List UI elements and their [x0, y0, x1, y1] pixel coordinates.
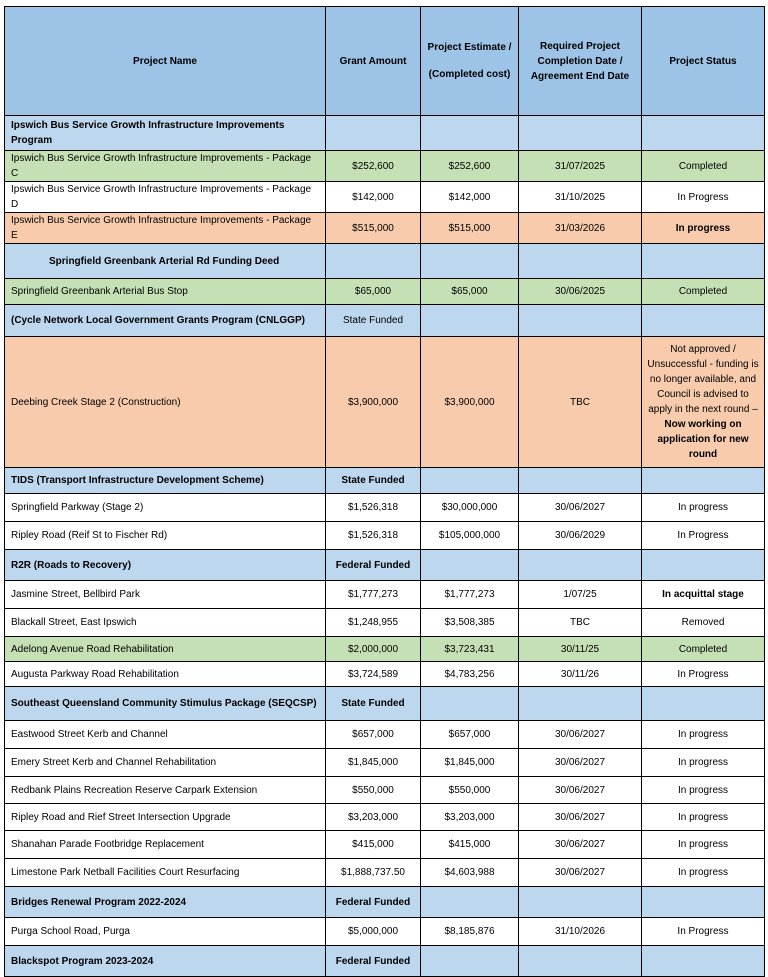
- table-row: [5, 662, 765, 687]
- table-row: [5, 182, 765, 213]
- table-row: [5, 494, 765, 522]
- project-status: In progress: [642, 859, 765, 887]
- grant-amount: $1,845,000: [326, 749, 421, 777]
- project-status: In progress: [642, 213, 765, 244]
- header-completion-date: Required Project Completion Date / Agreement End Date: [519, 7, 642, 116]
- project-status: [642, 337, 765, 468]
- project-status: In progress: [642, 721, 765, 749]
- project-status: In Progress: [642, 918, 765, 946]
- table-row: [5, 749, 765, 777]
- section-funding: Federal Funded: [326, 946, 421, 977]
- grant-amount: $550,000: [326, 777, 421, 804]
- project-status: In progress: [642, 494, 765, 522]
- section-funding: State Funded: [326, 468, 421, 494]
- completion-date: 30/06/2027: [519, 494, 642, 522]
- project-name: Purga School Road, Purga: [5, 918, 326, 946]
- section-title: R2R (Roads to Recovery): [5, 550, 326, 581]
- project-estimate: $3,203,000: [421, 804, 519, 831]
- project-estimate: $515,000: [421, 213, 519, 244]
- completion-date: 30/06/2027: [519, 721, 642, 749]
- section-row: [5, 305, 765, 337]
- grant-amount: $1,777,273: [326, 581, 421, 609]
- project-estimate: $3,723,431: [421, 637, 519, 662]
- project-status: Completed: [642, 151, 765, 182]
- table-row: [5, 151, 765, 182]
- project-name: Deebing Creek Stage 2 (Construction): [5, 337, 326, 468]
- table-row: [5, 918, 765, 946]
- grant-amount: $5,000,000: [326, 918, 421, 946]
- section-row: [5, 550, 765, 581]
- completion-date: 1/07/25: [519, 581, 642, 609]
- project-name: Jasmine Street, Bellbird Park: [5, 581, 326, 609]
- completion-date: 30/06/2027: [519, 749, 642, 777]
- project-estimate: $415,000: [421, 831, 519, 859]
- grant-amount: $1,248,955: [326, 609, 421, 637]
- project-status: In Progress: [642, 522, 765, 550]
- grant-amount: $415,000: [326, 831, 421, 859]
- project-status: In progress: [642, 831, 765, 859]
- completion-date: 31/10/2026: [519, 918, 642, 946]
- grant-amount: $1,526,318: [326, 494, 421, 522]
- project-status: Completed: [642, 637, 765, 662]
- table-row: [5, 859, 765, 887]
- project-name: Ripley Road and Rief Street Intersection Upgrade: [5, 804, 326, 831]
- section-title: Southeast Queensland Community Stimulus Package (SEQCSP): [5, 687, 326, 721]
- section-funding: State Funded: [326, 687, 421, 721]
- project-estimate: $657,000: [421, 721, 519, 749]
- grant-amount: $2,000,000: [326, 637, 421, 662]
- section-title: Ipswich Bus Service Growth Infrastructure Improvements Program: [5, 116, 326, 151]
- project-name: Emery Street Kerb and Channel Rehabilitation: [5, 749, 326, 777]
- grant-amount: $515,000: [326, 213, 421, 244]
- grant-amount: $142,000: [326, 182, 421, 213]
- project-estimate: $65,000: [421, 279, 519, 305]
- table-row: [5, 831, 765, 859]
- completion-date: 30/06/2027: [519, 777, 642, 804]
- project-status: In Progress: [642, 662, 765, 687]
- project-name: Adelong Avenue Road Rehabilitation: [5, 637, 326, 662]
- project-status: In Progress: [642, 182, 765, 213]
- project-name: Eastwood Street Kerb and Channel: [5, 721, 326, 749]
- header-estimate-line2: (Completed cost): [428, 69, 511, 80]
- table-row: [5, 279, 765, 305]
- completion-date: 31/07/2025: [519, 151, 642, 182]
- project-estimate: $550,000: [421, 777, 519, 804]
- status-text: Not approved / Unsuccessful - funding is no longer available, and Council is advised to apply in the next round –: [647, 344, 759, 415]
- completion-date: 30/11/26: [519, 662, 642, 687]
- table-row: [5, 804, 765, 831]
- table-row: [5, 637, 765, 662]
- project-estimate: $105,000,000: [421, 522, 519, 550]
- projects-table: [4, 6, 765, 977]
- project-estimate: $1,777,273: [421, 581, 519, 609]
- section-row: [5, 887, 765, 918]
- completion-date: TBC: [519, 337, 642, 468]
- project-name: Ipswich Bus Service Growth Infrastructure Improvements - Package D: [5, 182, 326, 213]
- completion-date: 31/10/2025: [519, 182, 642, 213]
- section-title: TIDS (Transport Infrastructure Development Scheme): [5, 468, 326, 494]
- section-title: Bridges Renewal Program 2022-2024: [5, 887, 326, 918]
- header-estimate-line1: Project Estimate /: [427, 42, 512, 53]
- table-row: [5, 609, 765, 637]
- project-name: Shanahan Parade Footbridge Replacement: [5, 831, 326, 859]
- table-row: [5, 581, 765, 609]
- grant-amount: $657,000: [326, 721, 421, 749]
- project-name: Ripley Road (Reif St to Fischer Rd): [5, 522, 326, 550]
- completion-date: 30/11/25: [519, 637, 642, 662]
- header-project-name: Project Name: [5, 7, 326, 116]
- completion-date: 30/06/2027: [519, 831, 642, 859]
- project-estimate: $30,000,000: [421, 494, 519, 522]
- section-row: [5, 946, 765, 977]
- completion-date: 30/06/2027: [519, 859, 642, 887]
- table-row: [5, 777, 765, 804]
- project-name: Springfield Parkway (Stage 2): [5, 494, 326, 522]
- section-row: [5, 687, 765, 721]
- project-estimate: $3,508,385: [421, 609, 519, 637]
- project-estimate: $142,000: [421, 182, 519, 213]
- section-title: Springfield Greenbank Arterial Rd Funding Deed: [5, 244, 326, 279]
- project-status: In progress: [642, 777, 765, 804]
- header-project-status: Project Status: [642, 7, 765, 116]
- section-row: [5, 244, 765, 279]
- status-note: Now working on application for new round: [657, 419, 749, 460]
- table-row: [5, 213, 765, 244]
- grant-amount: $1,526,318: [326, 522, 421, 550]
- completion-date: TBC: [519, 609, 642, 637]
- table-row: [5, 721, 765, 749]
- project-estimate: $1,845,000: [421, 749, 519, 777]
- project-status: Completed: [642, 279, 765, 305]
- project-name: Limestone Park Netball Facilities Court Resurfacing: [5, 859, 326, 887]
- table-row: [5, 337, 765, 468]
- section-funding: Federal Funded: [326, 887, 421, 918]
- project-estimate: $4,603,988: [421, 859, 519, 887]
- project-status: In progress: [642, 804, 765, 831]
- grant-amount: $3,900,000: [326, 337, 421, 468]
- project-name: Ipswich Bus Service Growth Infrastructure Improvements - Package E: [5, 213, 326, 244]
- grant-amount: $3,724,589: [326, 662, 421, 687]
- project-status: In acquittal stage: [642, 581, 765, 609]
- table-row: [5, 522, 765, 550]
- project-estimate: $3,900,000: [421, 337, 519, 468]
- section-row: [5, 468, 765, 494]
- project-name: Ipswich Bus Service Growth Infrastructure Improvements - Package C: [5, 151, 326, 182]
- completion-date: 30/06/2029: [519, 522, 642, 550]
- completion-date: 30/06/2025: [519, 279, 642, 305]
- completion-date: 30/06/2027: [519, 804, 642, 831]
- section-funding: State Funded: [326, 305, 421, 337]
- project-name: Springfield Greenbank Arterial Bus Stop: [5, 279, 326, 305]
- grant-amount: $1,888,737.50: [326, 859, 421, 887]
- grant-amount: $65,000: [326, 279, 421, 305]
- section-title: (Cycle Network Local Government Grants Program (CNLGGP): [5, 305, 326, 337]
- section-title: Blackspot Program 2023-2024: [5, 946, 326, 977]
- project-name: Augusta Parkway Road Rehabilitation: [5, 662, 326, 687]
- project-estimate: $252,600: [421, 151, 519, 182]
- project-status: In progress: [642, 749, 765, 777]
- project-name: Blackall Street, East Ipswich: [5, 609, 326, 637]
- grant-amount: $252,600: [326, 151, 421, 182]
- header-grant-amount: Grant Amount: [326, 7, 421, 116]
- project-name: Redbank Plains Recreation Reserve Carpark Extension: [5, 777, 326, 804]
- table-header-row: [5, 7, 765, 116]
- project-status: Removed: [642, 609, 765, 637]
- project-estimate: $8,185,876: [421, 918, 519, 946]
- grant-amount: $3,203,000: [326, 804, 421, 831]
- section-row: [5, 116, 765, 151]
- completion-date: 31/03/2026: [519, 213, 642, 244]
- project-estimate: $4,783,256: [421, 662, 519, 687]
- header-project-estimate: [421, 7, 519, 116]
- section-funding: Federal Funded: [326, 550, 421, 581]
